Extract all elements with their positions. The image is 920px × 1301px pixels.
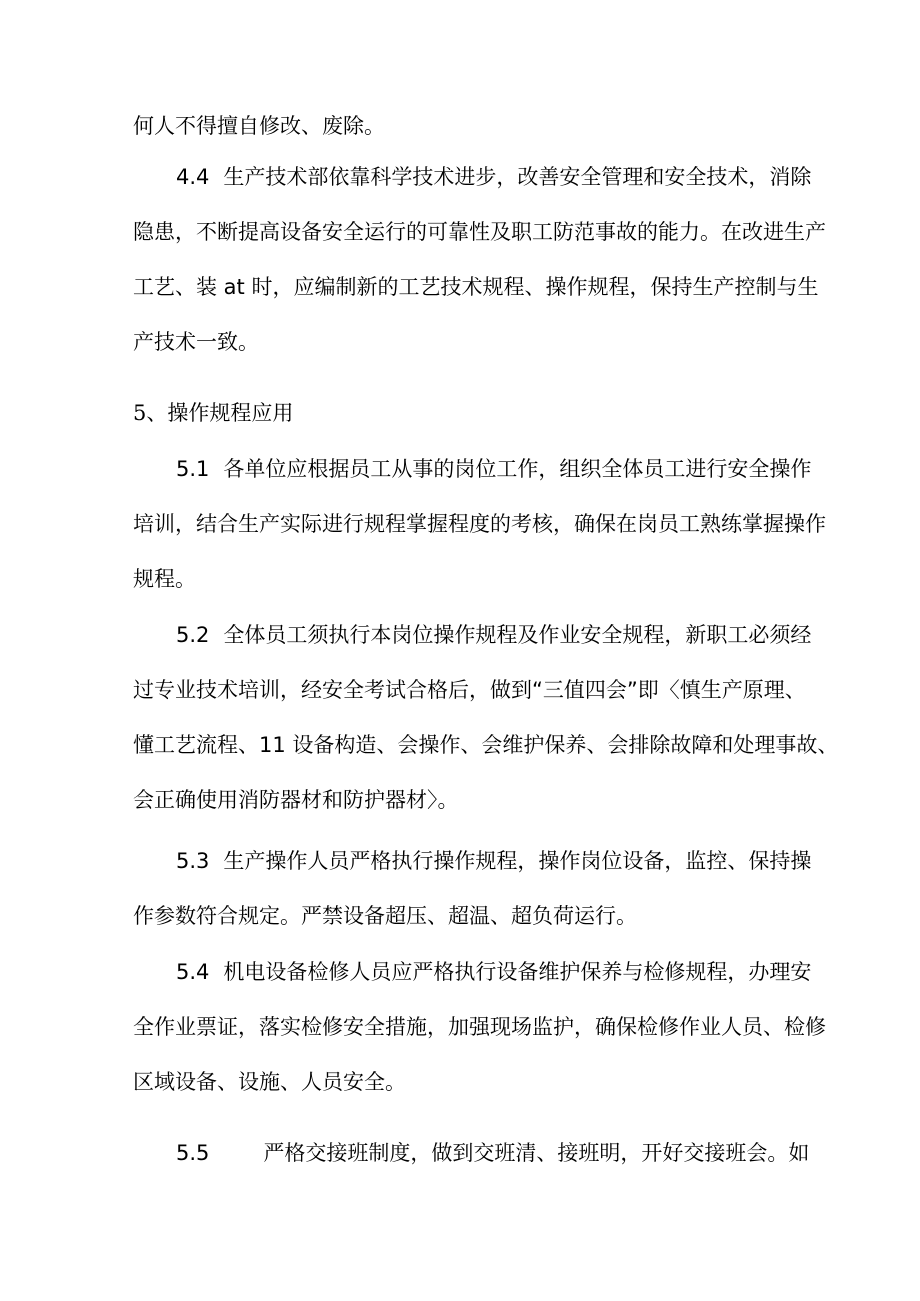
paragraph-text: 全体员工须执行本岗位操作规程及作业安全规程，新职工必须经 — [223, 623, 812, 647]
paragraph-4-4-line-4: 产技术一致。 — [133, 330, 259, 354]
section-number: 4.4 — [176, 165, 210, 189]
paragraph-5-2-line-4: 会正确使用消防器材和防护器材〉。 — [133, 788, 459, 812]
section-number: 5.3 — [176, 849, 210, 873]
paragraph-text: 生产操作人员严格执行操作规程，操作岗位设备，监控、保持操 — [223, 849, 812, 873]
paragraph-4-4-line-3: 工艺、装 at 时，应编制新的工艺技术规程、操作规程，保持生产控制与生 — [133, 275, 819, 299]
paragraph-text: 生产技术部依靠科学技术进步，改善安全管理和安全技术，消除 — [223, 165, 812, 189]
paragraph-5-4-line-2: 全作业票证，落实检修安全措施，加强现场监护，确保检修作业人员、检修 — [133, 1015, 826, 1039]
paragraph-text: 机电设备检修人员应严格执行设备维护保养与检修规程，办理安 — [223, 960, 812, 984]
paragraph-4-4-line-1 — [176, 162, 811, 192]
paragraph-text: 各单位应根据员工从事的岗位工作，组织全体员工进行安全操作 — [223, 457, 812, 481]
paragraph-5-2-line-2: 过专业技术培训，经安全考试合格后，做到“三值四会”即〈慎生产原理、 — [133, 678, 806, 702]
section-number: 5.5 — [176, 1141, 210, 1165]
paragraph-5-4-line-1 — [176, 957, 811, 987]
continuation-text: 何人不得擅自修改、废除。 — [133, 114, 385, 138]
paragraph-5-3-line-2: 作参数符合规定。严禁设备超压、超温、超负荷运行。 — [133, 904, 637, 928]
paragraph-5-2-line-1 — [176, 620, 811, 650]
paragraph-5-2-line-3: 懂工艺流程、11 设备构造、会操作、会维护保养、会排除故障和处理事故、 — [133, 733, 839, 757]
paragraph-text: 严格交接班制度，做到交班清、接班明，开好交接班会。如 — [263, 1141, 810, 1165]
section-number: 5.4 — [176, 960, 210, 984]
paragraph-5-5-line-1 — [176, 1138, 809, 1168]
paragraph-5-3-line-1 — [176, 846, 811, 876]
paragraph-4-4-line-2: 隐患，不断提高设备安全运行的可靠性及职工防范事故的能力。在改进生产 — [133, 220, 826, 244]
section-number: 5.2 — [176, 623, 210, 647]
section-number: 5.1 — [176, 457, 210, 481]
paragraph-5-1-line-2: 培训，结合生产实际进行规程掌握程度的考核，确保在岗员工熟练掌握操作 — [133, 512, 826, 536]
paragraph-5-1-line-1 — [176, 454, 811, 484]
paragraph-5-4-line-3: 区域设备、设施、人员安全。 — [133, 1070, 406, 1094]
paragraph-5-1-line-3: 规程。 — [133, 567, 196, 591]
section-heading: 5、操作规程应用 — [133, 401, 294, 425]
